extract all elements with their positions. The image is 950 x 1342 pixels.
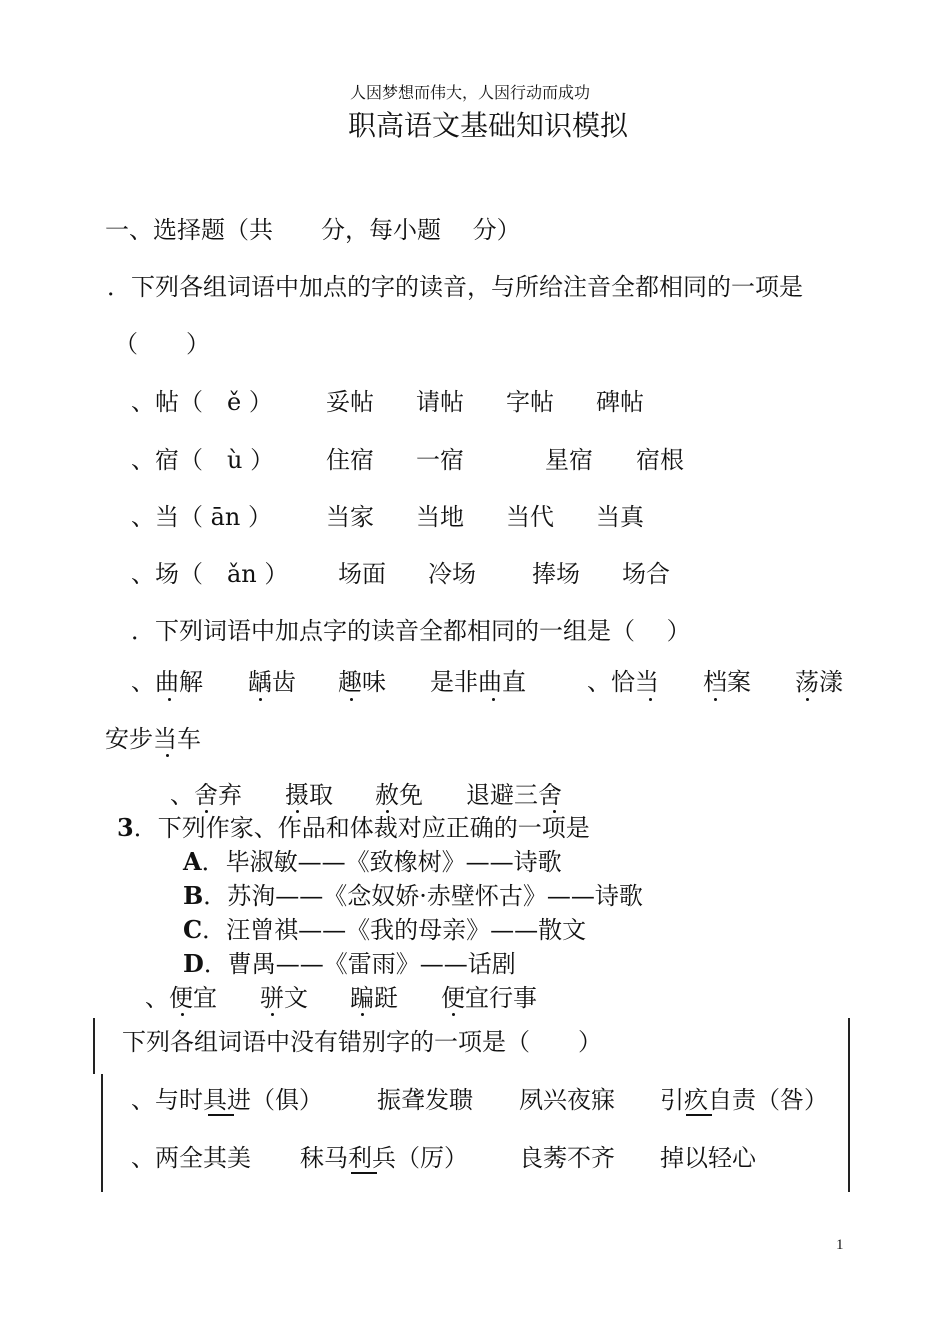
option-word: 良莠不齐 <box>519 1144 615 1172</box>
option-word: 赦免 <box>375 781 423 809</box>
option-label: 、帖（ ě ） <box>131 388 273 416</box>
question-2-stem: ．下列词语中加点字的读音全都相同的一组是（ ） <box>131 617 691 645</box>
question-4-stem: 下列各组词语中没有错别字的一项是（ ） <box>122 1028 602 1056</box>
option-word: 冷场 <box>428 560 476 588</box>
option-text: ．毕淑敏——《致橡树》——诗歌 <box>201 848 562 876</box>
option-word: 一宿 <box>416 446 464 474</box>
option-word: 退避三舍 <box>466 781 562 809</box>
option-word: 当代 <box>506 503 554 531</box>
error-underline <box>351 1172 377 1174</box>
question-1-answer-paren: （ ） <box>114 330 210 358</box>
emphasis-dot <box>205 810 208 813</box>
option-word: 引疚自责（咎） <box>660 1086 828 1114</box>
question-3-option <box>183 915 587 944</box>
question-3-option <box>183 847 562 876</box>
option-word: 、两全其美 <box>131 1144 251 1172</box>
option-word: 、舍弃 <box>170 781 242 809</box>
option-word: 请帖 <box>416 388 464 416</box>
option-letter: A <box>183 847 202 876</box>
option-word: 摄取 <box>285 781 333 809</box>
error-underline <box>208 1114 234 1116</box>
option-word: 荡漾 <box>795 668 843 696</box>
option-word: 、曲解 <box>131 668 203 696</box>
option-word: 夙兴夜寐 <box>519 1086 615 1114</box>
option-word: 掉以轻心 <box>660 1144 756 1172</box>
page-motto: 人因梦想而伟大，人因行动而成功 <box>350 83 591 102</box>
emphasis-dot <box>296 810 299 813</box>
emphasis-dot <box>168 698 171 701</box>
option-letter: D <box>183 949 204 978</box>
option-word: 妥帖 <box>326 388 374 416</box>
option-word: 当地 <box>416 503 464 531</box>
option-word: 捧场 <box>532 560 580 588</box>
page-title: 职高语文基础知识模拟 <box>348 109 629 142</box>
option-word: 碑帖 <box>596 388 644 416</box>
page-number: 1 <box>836 1237 844 1253</box>
option-label: 、场（ ǎn ） <box>131 560 289 588</box>
option-letter: C <box>183 915 203 944</box>
emphasis-dot <box>350 698 353 701</box>
option-letter: B <box>183 881 204 910</box>
option-label: 、当（ ān ） <box>131 503 273 531</box>
option-word: 宿根 <box>636 446 684 474</box>
option-word: 场面 <box>338 560 386 588</box>
box-left-border <box>101 1074 103 1192</box>
option-text: ．汪曾祺——《我的母亲》——散文 <box>202 916 587 944</box>
emphasis-dot <box>271 1013 274 1016</box>
emphasis-dot <box>714 698 717 701</box>
option-word: 字帖 <box>506 388 554 416</box>
emphasis-dot <box>361 1013 364 1016</box>
emphasis-dot <box>452 1013 455 1016</box>
option-word: 振聋发聩 <box>377 1086 473 1114</box>
box-left-border <box>93 1018 95 1074</box>
option-word: 当真 <box>596 503 644 531</box>
emphasis-dot <box>806 698 809 701</box>
question-text: ．下列作家、作品和体裁对应正确的一项是 <box>133 814 590 842</box>
option-word: 、恰当 <box>587 668 659 696</box>
emphasis-dot <box>492 698 495 701</box>
option-word: 住宿 <box>326 446 374 474</box>
option-word-continued: 安步当车 <box>105 725 201 753</box>
option-word: 、便宜 <box>145 984 217 1012</box>
option-word: 秣马利兵（厉） <box>300 1144 468 1172</box>
option-word: 、与时具进（俱） <box>131 1086 323 1114</box>
option-word: 骈文 <box>260 984 308 1012</box>
option-word: 蹁跹 <box>350 984 398 1012</box>
option-word: 龋齿 <box>248 668 296 696</box>
option-word: 当家 <box>326 503 374 531</box>
emphasis-dot <box>181 1013 184 1016</box>
question-number: 3 <box>117 813 134 842</box>
emphasis-dot <box>553 810 556 813</box>
emphasis-dot <box>386 810 389 813</box>
option-word: 是非曲直 <box>430 668 526 696</box>
section-heading: 一、选择题（共 分，每小题 分） <box>105 216 521 244</box>
option-word: 档案 <box>703 668 751 696</box>
box-right-border <box>848 1018 850 1192</box>
option-word: 便宜行事 <box>441 984 537 1012</box>
emphasis-dot <box>649 698 652 701</box>
question-3-option <box>183 881 643 910</box>
option-word: 星宿 <box>545 446 593 474</box>
question-3-stem <box>117 813 590 842</box>
emphasis-dot <box>166 754 169 757</box>
question-1-stem: ．下列各组词语中加点的字的读音，与所给注音全都相同的一项是 <box>107 273 803 301</box>
emphasis-dot <box>259 698 262 701</box>
option-word: 场合 <box>622 560 670 588</box>
question-3-option <box>183 949 516 978</box>
option-label: 、宿（ ù ） <box>131 446 275 474</box>
option-text: ．苏洵——《念奴娇·赤壁怀古》——诗歌 <box>203 882 643 910</box>
option-text: ．曹禺——《雷雨》——话剧 <box>203 950 516 978</box>
option-word: 趣味 <box>338 668 386 696</box>
error-underline <box>686 1114 712 1116</box>
